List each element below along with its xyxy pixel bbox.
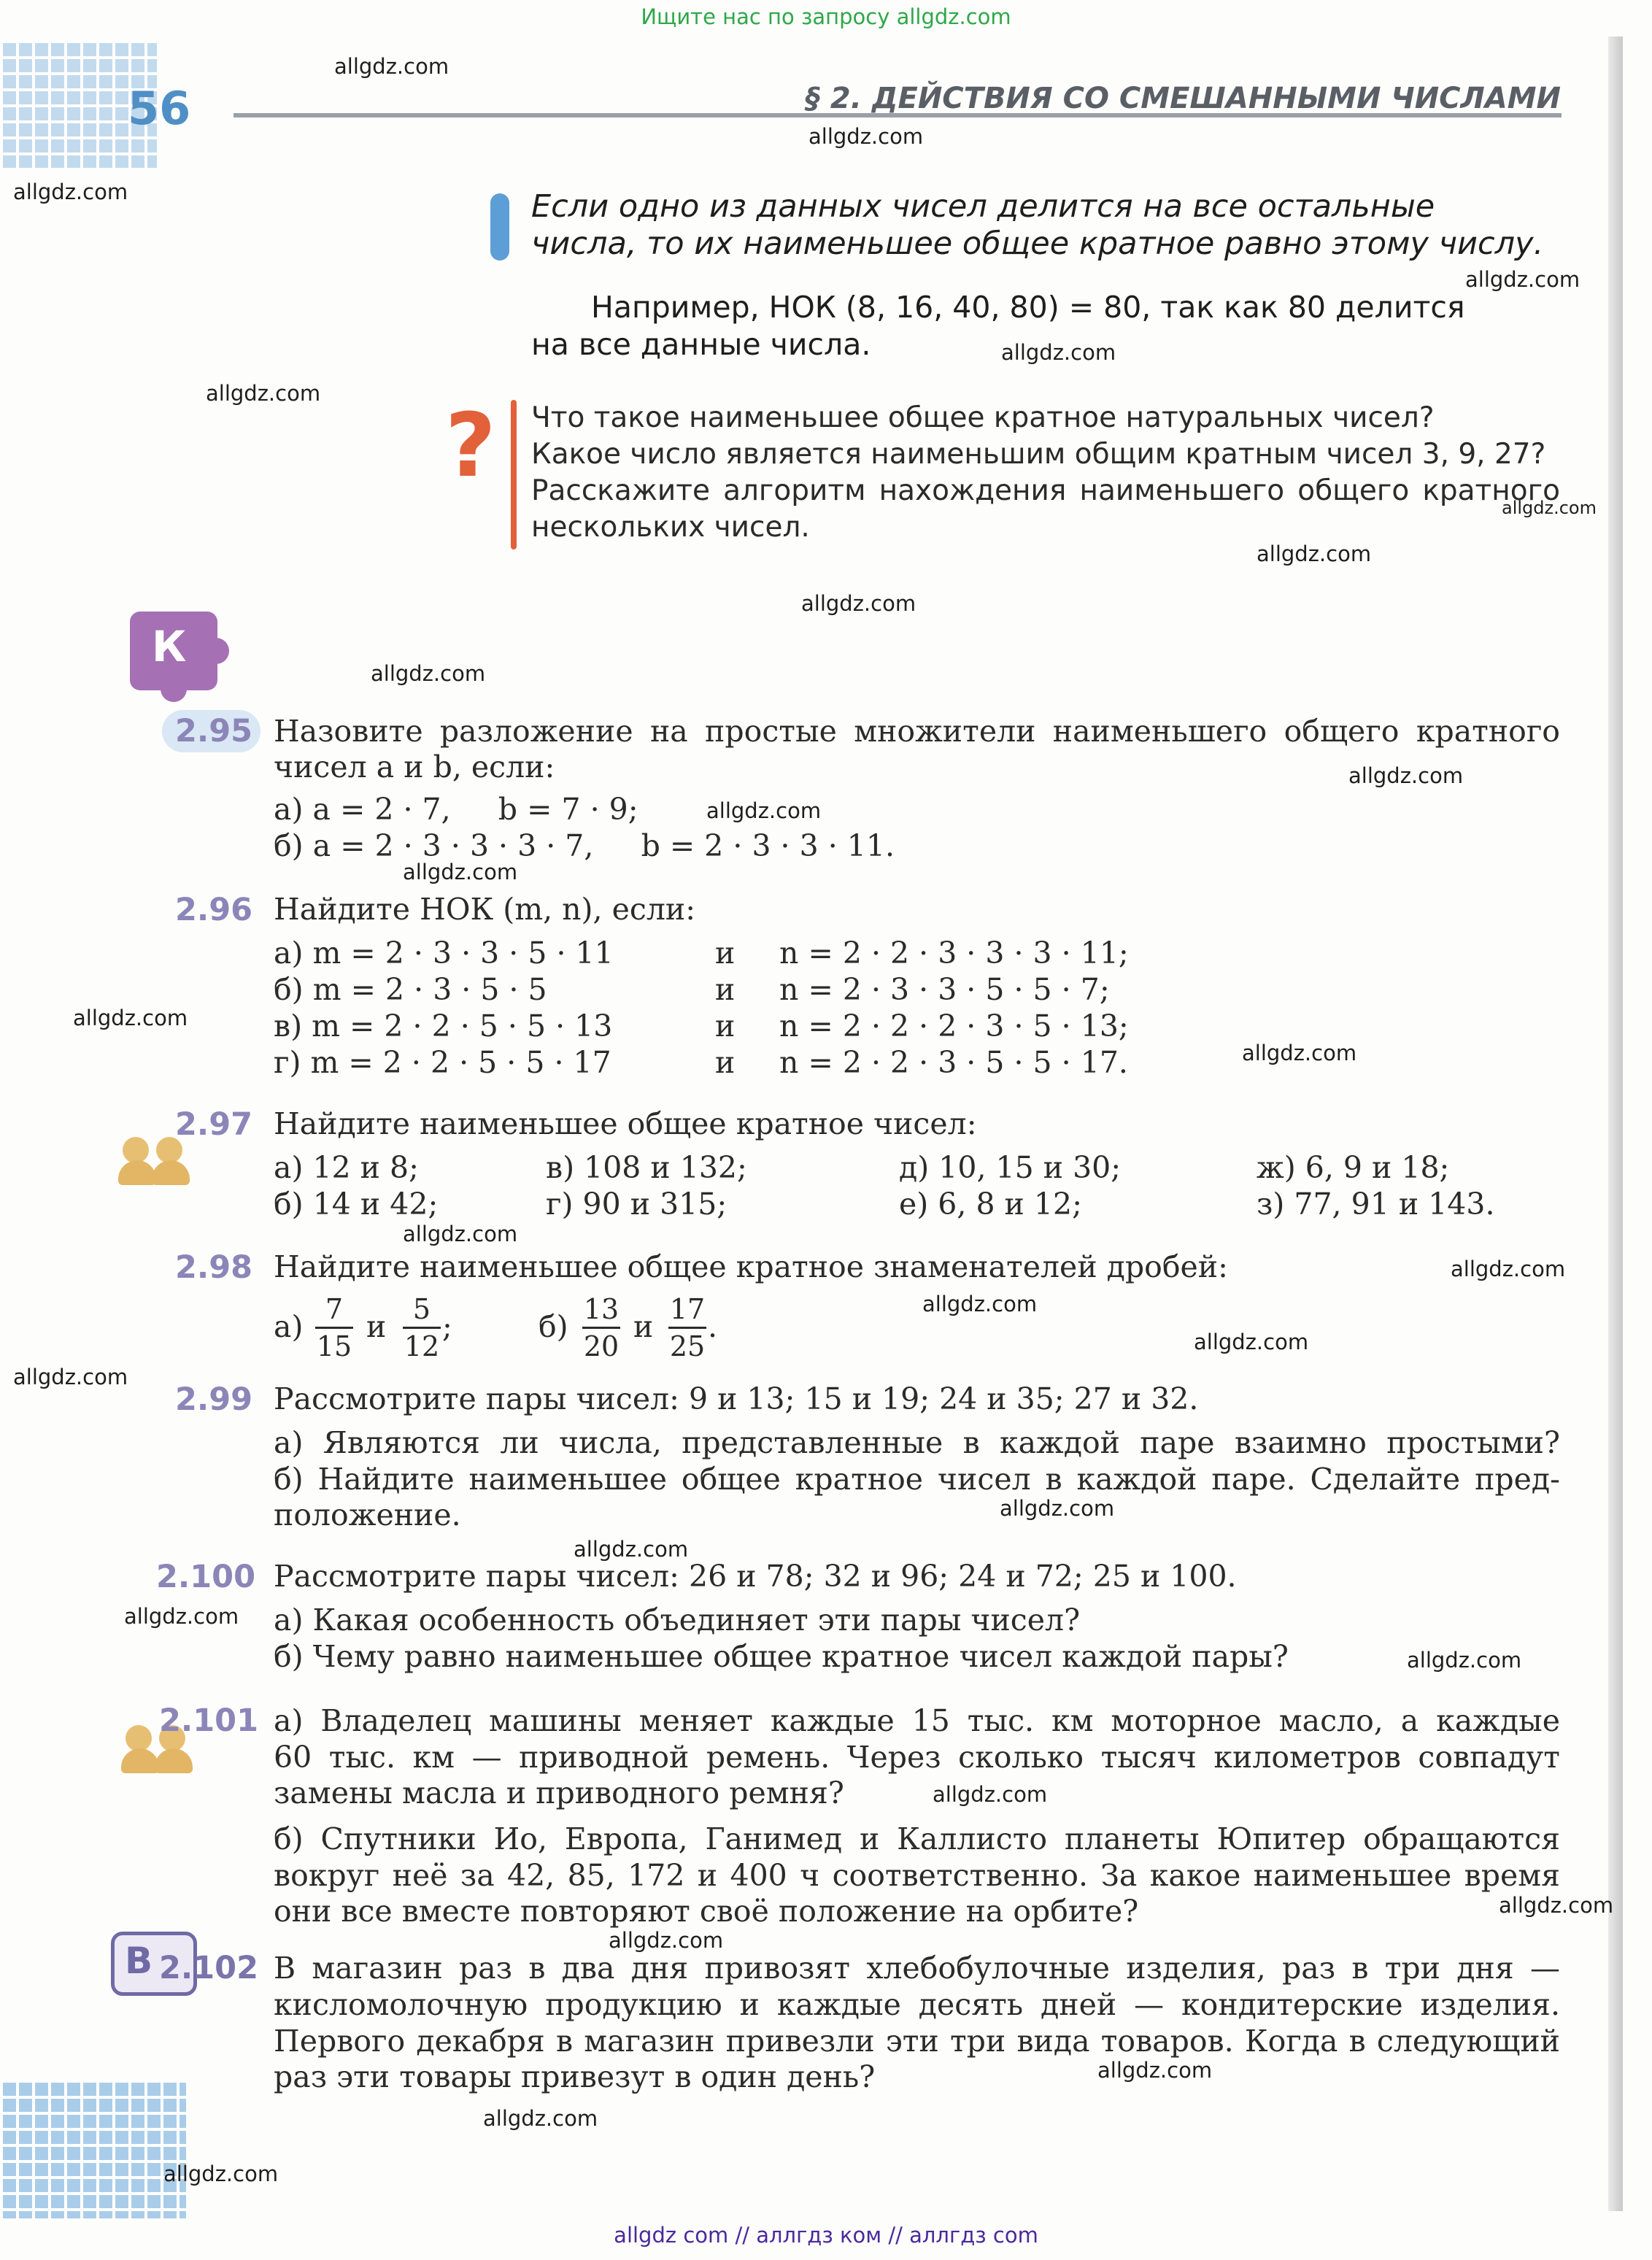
punct: .	[708, 1309, 718, 1344]
problem-item: б) a = 2 · 3 · 3 · 3 · 7, b = 2 · 3 · 3 · 11.	[274, 828, 895, 863]
problem-text: Найдите наименьшее общее кратное знаменателей дробей:	[274, 1249, 1228, 1284]
k-badge-letter: К	[152, 622, 187, 671]
problem-text: Найдите НОК (m, n), если:	[274, 892, 696, 927]
numerator: 5	[412, 1293, 431, 1325]
watermark: allgdz.com	[334, 54, 449, 79]
denominator: 12	[404, 1330, 440, 1362]
corner-grid-decoration-bottom	[0, 2080, 186, 2218]
problem-number: 2.96	[175, 892, 253, 928]
rule-line-2: числа, то их наименьшее общее кратное равно этому числу.	[531, 225, 1544, 262]
example-line-1: Например, НОК (8, 16, 40, 80) = 80, так как 80 делится	[591, 290, 1465, 325]
rule-marker-icon	[490, 193, 509, 261]
question-bar	[511, 400, 517, 549]
problem-item: г) 90 и 315;	[546, 1187, 727, 1222]
and-word: и	[633, 1309, 654, 1344]
watermark: allgdz.com	[808, 124, 924, 149]
problem-text: б) Спутники Ио, Европа, Ганимед и Каллисто планеты Юпитер обращаются	[274, 1821, 1560, 1856]
watermark: allgdz.com	[1001, 340, 1116, 365]
question-mark-icon: ?	[445, 396, 496, 497]
denominator: 20	[583, 1330, 620, 1362]
watermark: allgdz.com	[1194, 1330, 1309, 1354]
numerator: 7	[325, 1293, 344, 1325]
watermark: allgdz.com	[1348, 763, 1464, 788]
problem-text: раз эти товары привезут в один день?	[274, 2059, 876, 2094]
problem-number: 2.95	[175, 713, 253, 749]
v-badge-letter: В	[125, 1940, 153, 1982]
problem-item: д) 10, 15 и 30;	[899, 1150, 1122, 1185]
page-number: 56	[128, 82, 191, 135]
watermark: allgdz.com	[13, 180, 128, 204]
and-word: и	[366, 1309, 387, 1344]
watermark: allgdz.com	[163, 2161, 279, 2186]
row-m: г) m = 2 · 2 · 5 · 5 · 17	[274, 1045, 611, 1080]
problem-text: Рассмотрите пары чисел: 26 и 78; 32 и 96; 24 и 72; 25 и 100.	[274, 1559, 1237, 1594]
problem-number: 2.99	[175, 1381, 253, 1418]
problem-number: 2.100	[156, 1559, 256, 1595]
watermark: allgdz.com	[1465, 267, 1580, 292]
problem-item: а) 12 и 8;	[274, 1150, 419, 1185]
problem-item: б) Найдите наименьшее общее кратное чисел в каждой паре. Сделайте пред-	[274, 1462, 1560, 1497]
watermark: allgdz.com	[403, 1222, 518, 1246]
row-and: и	[715, 936, 736, 971]
problem-text: Найдите наименьшее общее кратное чисел:	[274, 1106, 977, 1141]
pair-work-icon	[118, 1135, 191, 1194]
row-n: n = 2 · 3 · 3 · 5 · 5 · 7;	[779, 972, 1110, 1007]
watermark: allgdz.com	[403, 860, 518, 884]
row-and: и	[715, 972, 736, 1007]
row-n: n = 2 · 2 · 3 · 5 · 5 · 17.	[779, 1045, 1128, 1080]
page-edge-shadow	[1608, 36, 1623, 2211]
question-2: Какое число является наименьшим общим кратным чисел 3, 9, 27?	[531, 438, 1546, 471]
punct: ;	[442, 1309, 452, 1344]
problem-text: В магазин раз в два дня привозят хлебобулочные изделия, раз в три дня —	[274, 1951, 1560, 1986]
question-3a: Расскажите алгоритм нахождения наименьшего общего кратного	[531, 474, 1560, 507]
row-n: n = 2 · 2 · 2 · 3 · 5 · 13;	[779, 1008, 1129, 1044]
fraction	[582, 1293, 620, 1362]
row-and: и	[715, 1045, 736, 1080]
fraction	[668, 1293, 706, 1362]
watermark: allgdz.com	[933, 1782, 1048, 1807]
watermark: allgdz.com	[1407, 1648, 1522, 1673]
denominator: 15	[316, 1330, 352, 1362]
rule-line-1: Если одно из данных чисел делится на все остальные	[531, 188, 1435, 225]
problem-text: кисломолочную продукцию и каждые десять дней — кондитерские изделия.	[274, 1987, 1560, 2022]
watermark: allgdz.com	[706, 798, 822, 823]
problem-text: Первого декабря в магазин привезли эти три вида товаров. Когда в следующий	[274, 2024, 1560, 2059]
k-puzzle-icon	[130, 612, 217, 690]
watermark: allgdz.com	[1499, 1893, 1614, 1918]
fraction	[403, 1293, 441, 1362]
denominator: 25	[669, 1330, 706, 1362]
item-label: б)	[539, 1309, 568, 1344]
problem-item: ж) 6, 9 и 18;	[1257, 1150, 1450, 1185]
problem-number: 2.102	[159, 1950, 259, 1986]
problem-text: а) Владелец машины меняет каждые 15 тыс. км моторное масло, а каждые	[274, 1703, 1560, 1738]
problem-number: 2.98	[175, 1249, 253, 1286]
problem-text: Назовите разложение на простые множители наименьшего общего кратного	[274, 714, 1560, 749]
watermark: allgdz.com	[1451, 1257, 1566, 1281]
watermark: allgdz.com	[1257, 541, 1372, 566]
problem-text: они все вместе повторяют своё положение на орбите?	[274, 1894, 1139, 1929]
problem-item: в) 108 и 132;	[546, 1150, 747, 1185]
watermark: allgdz.com	[371, 661, 486, 686]
problem-item: б) 14 и 42;	[274, 1187, 439, 1222]
problem-item: з) 77, 91 и 143.	[1257, 1187, 1495, 1222]
row-and: и	[715, 1008, 736, 1044]
row-m: б) m = 2 · 3 · 5 · 5	[274, 972, 547, 1007]
watermark: allgdz.com	[609, 1928, 724, 1953]
problem-item: положение.	[274, 1497, 461, 1532]
question-1: Что такое наименьшее общее кратное натуральных чисел?	[531, 401, 1435, 434]
watermark: allgdz.com	[1000, 1496, 1115, 1521]
fraction	[315, 1293, 353, 1362]
watermark: allgdz.com	[1502, 498, 1597, 518]
top-banner[interactable]: Ищите нас по запросу allgdz.com	[641, 4, 1011, 29]
problem-number: 2.101	[159, 1702, 259, 1739]
example-line-2: на все данные числа.	[531, 327, 871, 362]
watermark: allgdz.com	[801, 591, 916, 616]
footer-links[interactable]: allgdz com // аллгдз ком // аллгдз com	[614, 2223, 1038, 2248]
watermark: allgdz.com	[922, 1292, 1038, 1316]
problem-text: вокруг неё за 42, 85, 172 и 400 ч соответственно. За какое наименьшее время	[274, 1858, 1560, 1893]
watermark: allgdz.com	[73, 1006, 188, 1030]
problem-item: а) a = 2 · 7, b = 7 · 9;	[274, 792, 638, 827]
problem-item: е) 6, 8 и 12;	[899, 1187, 1082, 1222]
row-m: в) m = 2 · 2 · 5 · 5 · 13	[274, 1008, 613, 1044]
problem-number: 2.97	[175, 1106, 253, 1143]
watermark: allgdz.com	[574, 1537, 689, 1562]
row-n: n = 2 · 2 · 3 · 3 · 3 · 11;	[779, 936, 1129, 971]
watermark: allgdz.com	[206, 381, 321, 406]
problem-text: 60 тыс. км — приводной ремень. Через сколько тысяч километров совпадут	[274, 1740, 1560, 1775]
problem-item: б) Чему равно наименьшее общее кратное чисел каждой пары?	[274, 1639, 1289, 1674]
problem-text: чисел a и b, если:	[274, 749, 555, 784]
problem-item: а) Какая особенность объединяет эти пары чисел?	[274, 1603, 1081, 1638]
problem-text: замены масла и приводного ремня?	[274, 1775, 844, 1810]
watermark: allgdz.com	[483, 2106, 598, 2131]
watermark: allgdz.com	[124, 1604, 239, 1629]
numerator: 17	[669, 1293, 706, 1325]
row-m: а) m = 2 · 3 · 3 · 5 · 11	[274, 936, 614, 971]
watermark: allgdz.com	[1097, 2058, 1213, 2083]
problem-item: а) Являются ли числа, представленные в каждой паре взаимно простыми?	[274, 1425, 1560, 1460]
numerator: 13	[583, 1293, 620, 1325]
watermark: allgdz.com	[1242, 1041, 1357, 1065]
problem-text: Рассмотрите пары чисел: 9 и 13; 15 и 19; 24 и 35; 27 и 32.	[274, 1381, 1199, 1416]
item-label: а)	[274, 1309, 304, 1344]
watermark: allgdz.com	[13, 1365, 128, 1389]
question-3b: нескольких чисел.	[531, 511, 810, 544]
section-title: § 2. ДЕЙСТВИЯ СО СМЕШАННЫМИ ЧИСЛАМИ	[806, 82, 1561, 115]
